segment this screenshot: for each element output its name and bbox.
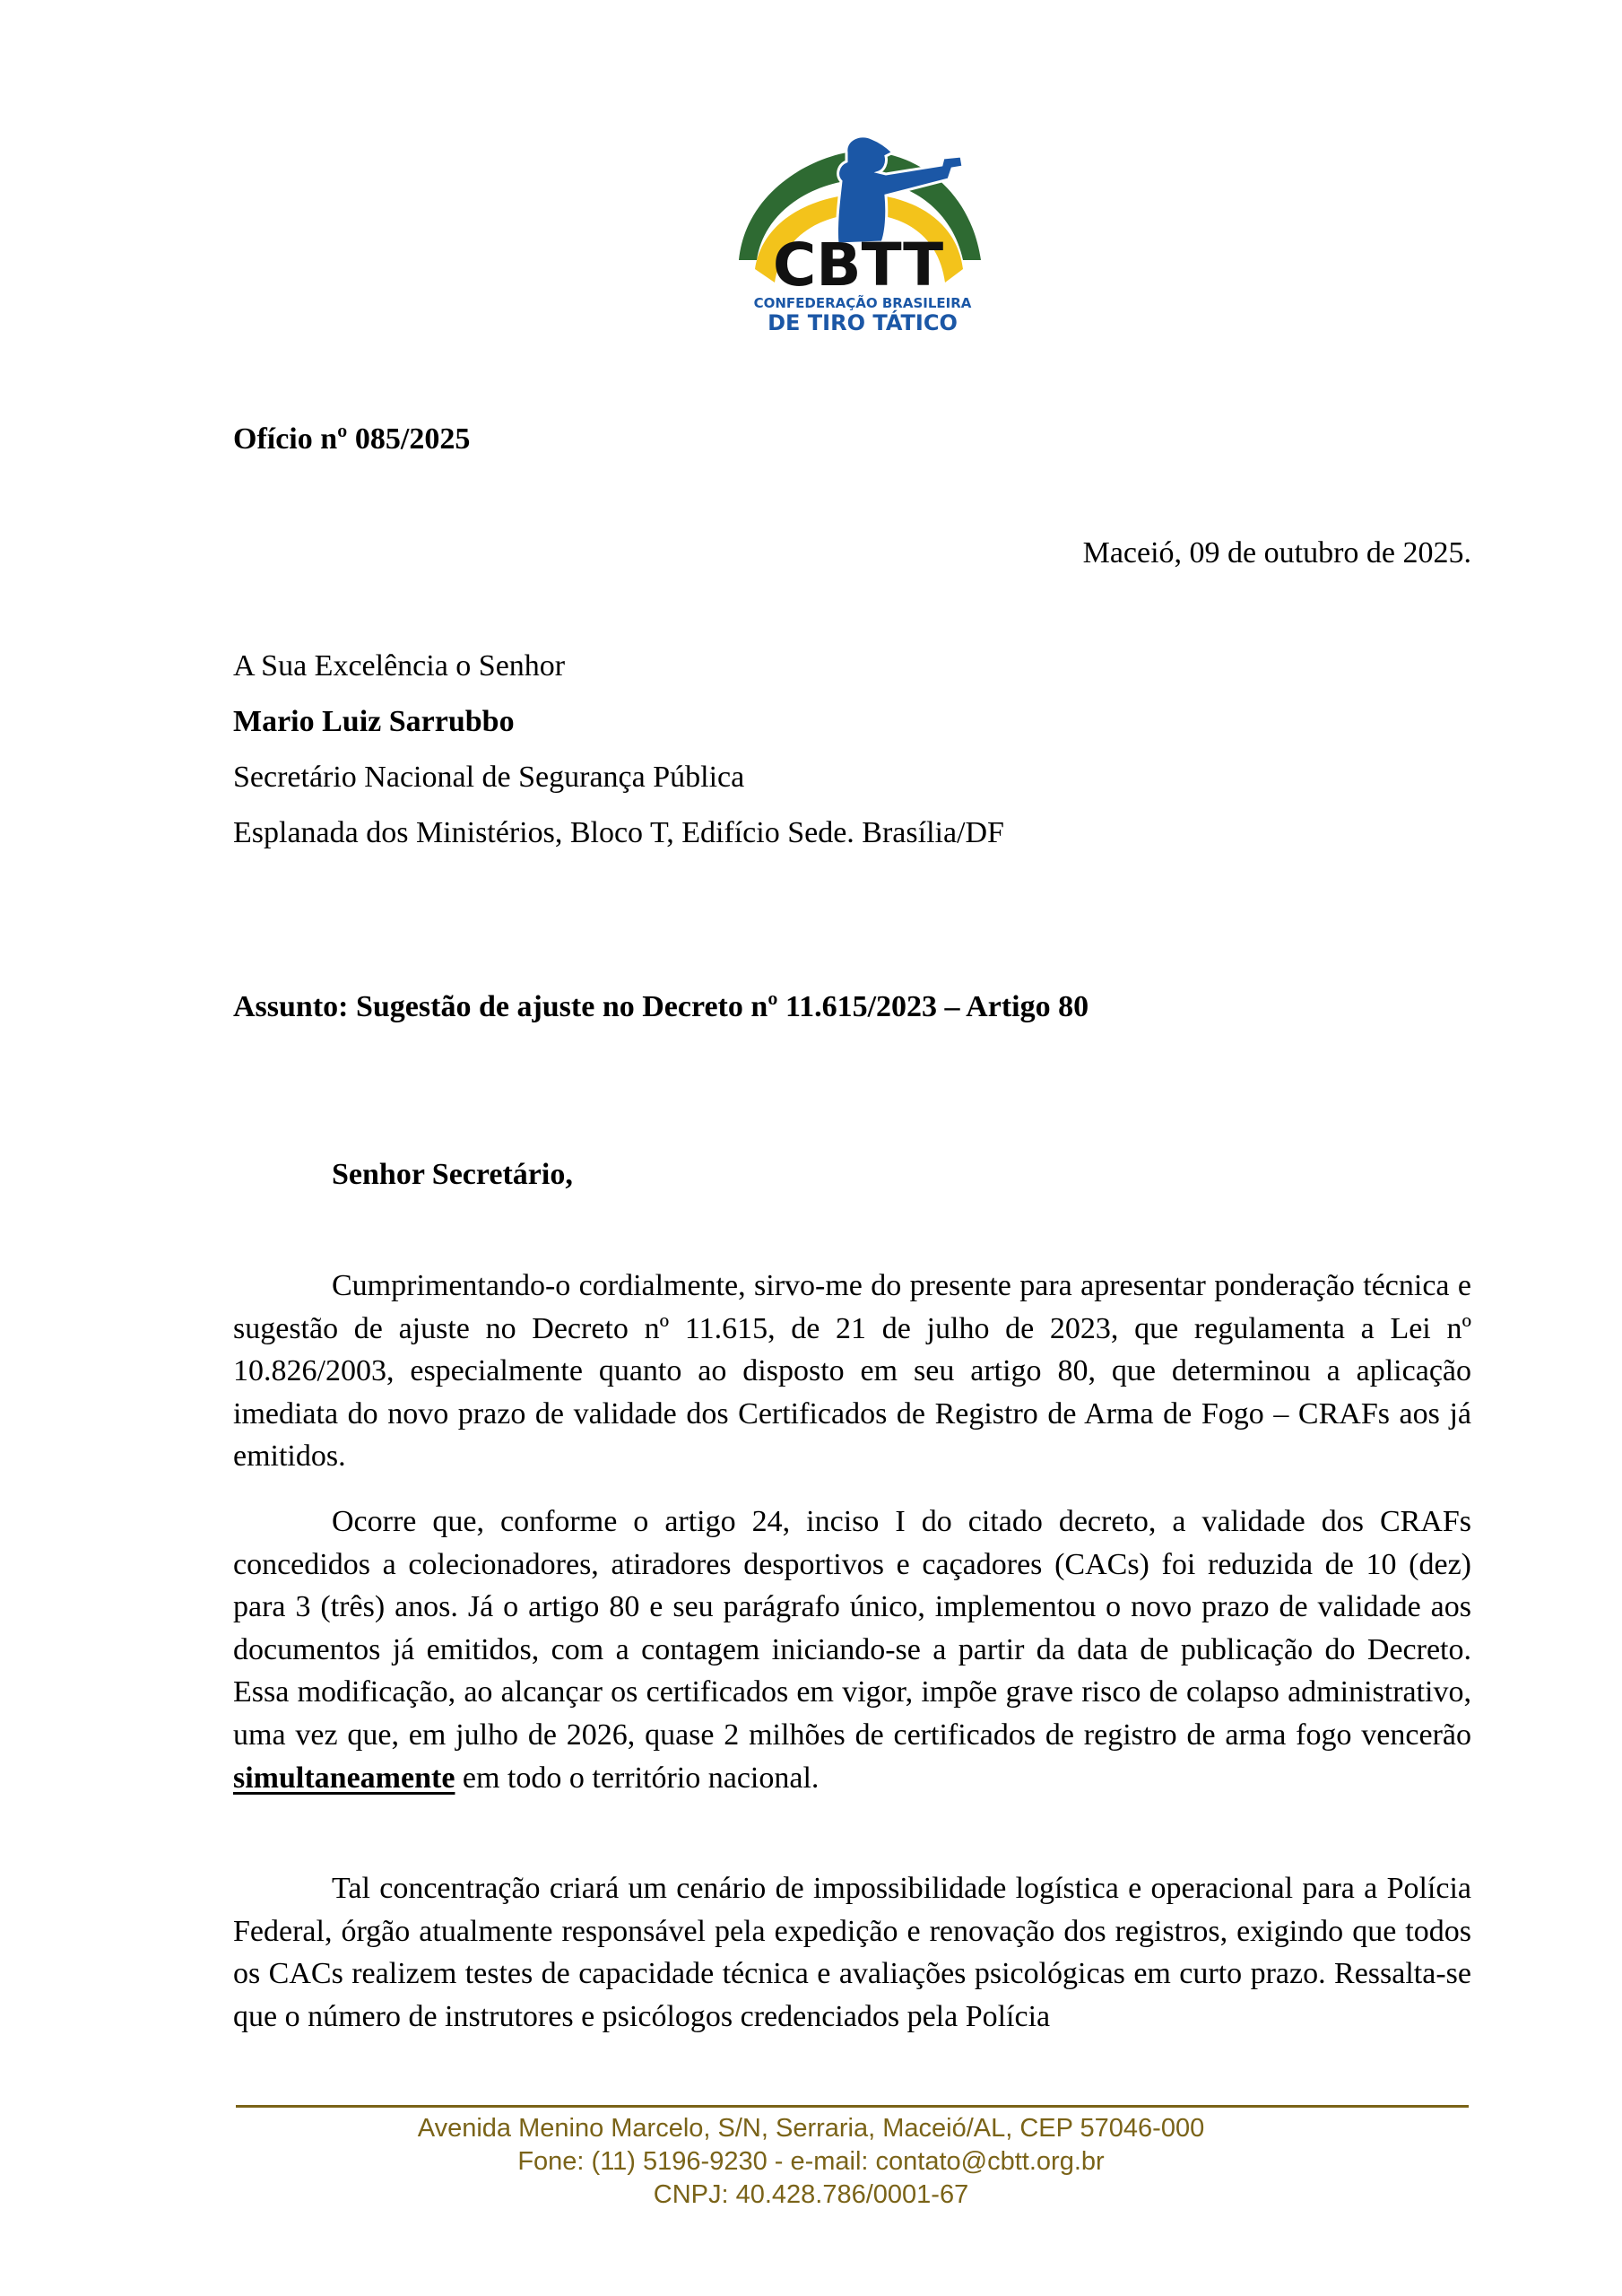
svg-text:DE TIRO TÁTICO: DE TIRO TÁTICO: [768, 310, 958, 335]
emphasis-simultaneamente: simultaneamente: [233, 1761, 455, 1795]
recipient-title: Secretário Nacional de Segurança Pública: [233, 761, 745, 794]
cbtt-logo: [728, 126, 988, 336]
shooter-emblem-icon: [728, 126, 988, 336]
footer-divider: [236, 2105, 1469, 2108]
footer-cnpj: CNPJ: 40.428.786/0001-67: [653, 2180, 969, 2209]
recipient-address: Esplanada dos Ministérios, Bloco T, Edifício Sede. Brasília/DF: [233, 816, 1004, 849]
greeting: Senhor Secretário,: [332, 1158, 573, 1191]
body-paragraph-1: Cumprimentando-o cordialmente, sirvo-me do presente para apresentar ponderação técnica e sugestão de ajuste no Decreto nº 11.615, de 21 de julho de 2023, que regulamenta a Lei nº 10.826/2003, especialmente quanto ao disposto em seu artigo 80, que determinou a aplicação imediata do novo prazo de validade dos Certificados de Registro de Arma de Fogo – CRAFs aos já emitidos.: [233, 1269, 1471, 1474]
paragraph-2-text-before: Ocorre que, conforme o artigo 24, inciso I do citado decreto, a validade dos CRAFs concedidos a colecionadores, atiradores desportivos e caçadores (CACs) foi reduzida de 10 (dez) para 3 (três) anos. Já o artigo 80 e seu parágrafo único, implementou o novo prazo de validade aos documentos já emitidos, com a contagem iniciando-se a partir da data de publicação do Decreto. Essa modificação, ao alcançar os certificados em vigor, impõe grave risco de colapso administrativo, uma vez que, em julho de 2026, quase 2 milhões de certificados de registro de arma fogo vencerão: [233, 1505, 1471, 1752]
footer: [0, 2112, 1622, 2212]
recipient-salutation: A Sua Excelência o Senhor: [233, 649, 566, 683]
body-paragraph-3: Tal concentração criará um cenário de impossibilidade logística e operacional para a Polícia Federal, órgão atualmente responsável pela expedição e renovação dos registros, exigindo que todos os CACs realizem testes de capacidade técnica e avaliações psicológicas em curto prazo. Ressalta-se que o número de instrutores e psicólogos credenciados pela Polícia: [233, 1872, 1471, 2033]
footer-contact: Fone: (11) 5196-9230 - e-mail: contato@cbtt.org.br: [517, 2147, 1105, 2176]
svg-text:CBTT: CBTT: [772, 230, 944, 300]
footer-address: Avenida Menino Marcelo, S/N, Serraria, Maceió/AL, CEP 57046-000: [417, 2114, 1205, 2143]
place-date: Maceió, 09 de outubro de 2025.: [1082, 536, 1471, 570]
subject-line: Assunto: Sugestão de ajuste no Decreto nº 11.615/2023 – Artigo 80: [233, 990, 1089, 1023]
paragraph-2-text-after: em todo o território nacional.: [455, 1761, 820, 1795]
recipient-name: Mario Luiz Sarrubbo: [233, 705, 515, 738]
svg-text:CONFEDERAÇÃO BRASILEIRA: CONFEDERAÇÃO BRASILEIRA: [753, 295, 972, 311]
document-number: Ofício nº 085/2025: [233, 422, 471, 456]
body-paragraph-2: [233, 1500, 1471, 1799]
